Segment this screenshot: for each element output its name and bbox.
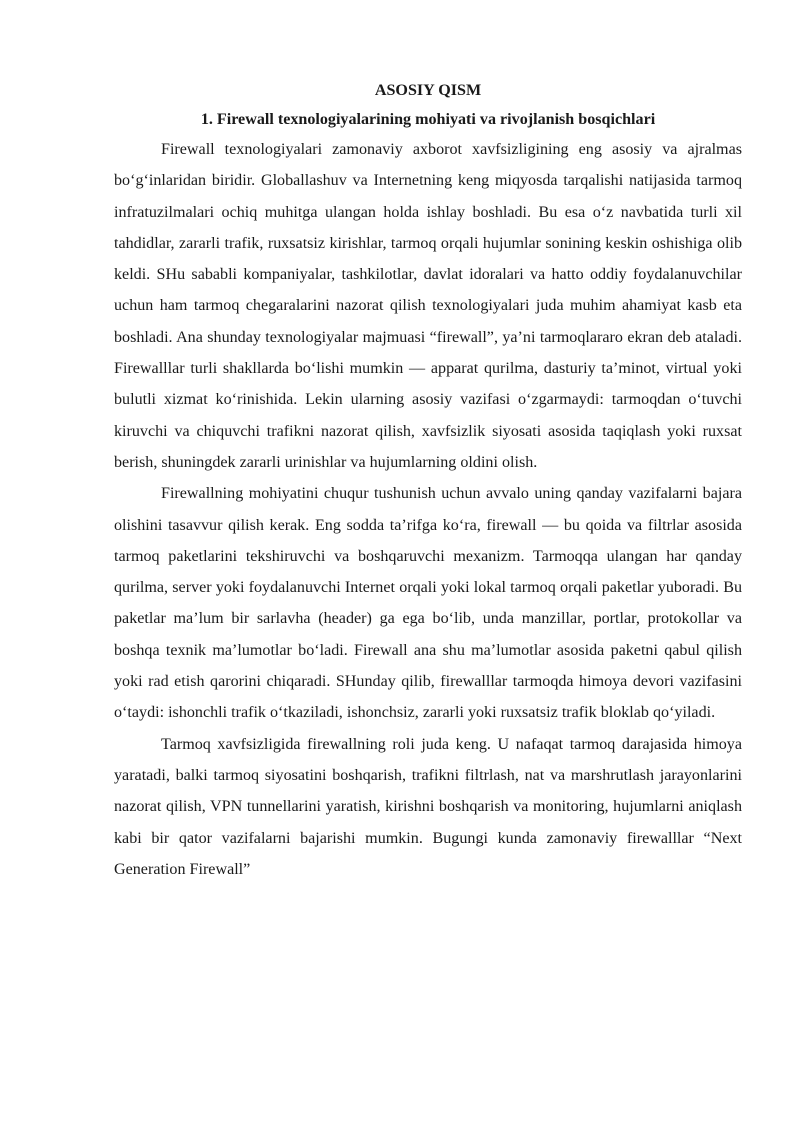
page-title: ASOSIY QISM (374, 82, 482, 99)
paragraph: Firewall texnologiyalari zamonaviy axborot xavfsizligining eng asosiy va ajralmas bo‘g‘inlaridan biridir. Globallashuv va Internetning keng miqyosda tarqalishi natijasida tarmoq infratuzilmalari ochiq muhitga ulangan holda ishlay boshladi. Bu esa o‘z navbatida turli xil tahdidlar, zararli trafik, ruxsatsiz kirishlar, tarmoq orqali hujumlar sonining keskin oshishiga olib keldi. SHu sababli kompaniyalar, tashkilotlar, davlat idoralari va hatto oddiy foydalanuvchilar uchun ham tarmoq chegaralarini nazorat qilish texnologiyalari juda muhim ahamiyat kasb eta boshladi. Ana shunday texnologiyalar majmuasi “firewall”, ya’ni tarmoqlararo ekran deb ataladi. Firewalllar turli shakllarda bo‘lishi mumkin — apparat qurilma, dasturiy ta’minot, virtual yoki bulutli xizmat ko‘rinishida. Lekin ularning asosiy vazifasi o‘zgarmaydi: tarmoqdan o‘tuvchi kiruvchi va chiquvchi trafikni nazorat qilish, xavfsizlik siyosati asosida taqiqlash yoki ruxsat berish, shuningdek zararli urinishlar va hujumlarning oldini olish. (114, 141, 742, 471)
section-heading: 1. Firewall texnologiyalarining mohiyati va rivojlanish bosqichlari (200, 111, 656, 128)
paragraph: Firewallning mohiyatini chuqur tushunish uchun avvalo uning qanday vazifalarni bajara olishini tasavvur qilish kerak. Eng sodda ta’rifga ko‘ra, firewall — bu qoida va filtrlar asosida tarmoq paketlarini tekshiruvchi va boshqaruvchi mexanizm. Tarmoqqa ulangan har qanday qurilma, server yoki foydalanuvchi Internet orqali yoki lokal tarmoq orqali paketlar yuboradi. Bu paketlar ma’lum bir sarlavha (header) ga ega bo‘lib, unda manzillar, portlar, protokollar va boshqa texnik ma’lumotlar bo‘ladi. Firewall ana shu ma’lumotlar asosida paketni qabul qilish yoki rad etish qarorini chiqaradi. SHunday qilib, firewalllar tarmoqda himoya devori vazifasini o‘taydi: ishonchli trafik o‘tkaziladi, ishonchsiz, zararli yoki ruxsatsiz trafik bloklab qo‘yiladi. (114, 485, 742, 722)
document-body (114, 76, 742, 885)
paragraph: Tarmoq xavfsizligida firewallning roli juda keng. U nafaqat tarmoq darajasida himoya yaratadi, balki tarmoq siyosatini boshqarish, trafikni filtrlash, nat va marshrutlash jarayonlarini nazorat qilish, VPN tunnellarini yaratish, kirishni boshqarish va monitoring, hujumlarni aniqlash kabi bir qator vazifalarni bajarishi mumkin. Bugungi kunda zamonaviy firewalllar “Next Generation Firewall” (114, 735, 742, 878)
